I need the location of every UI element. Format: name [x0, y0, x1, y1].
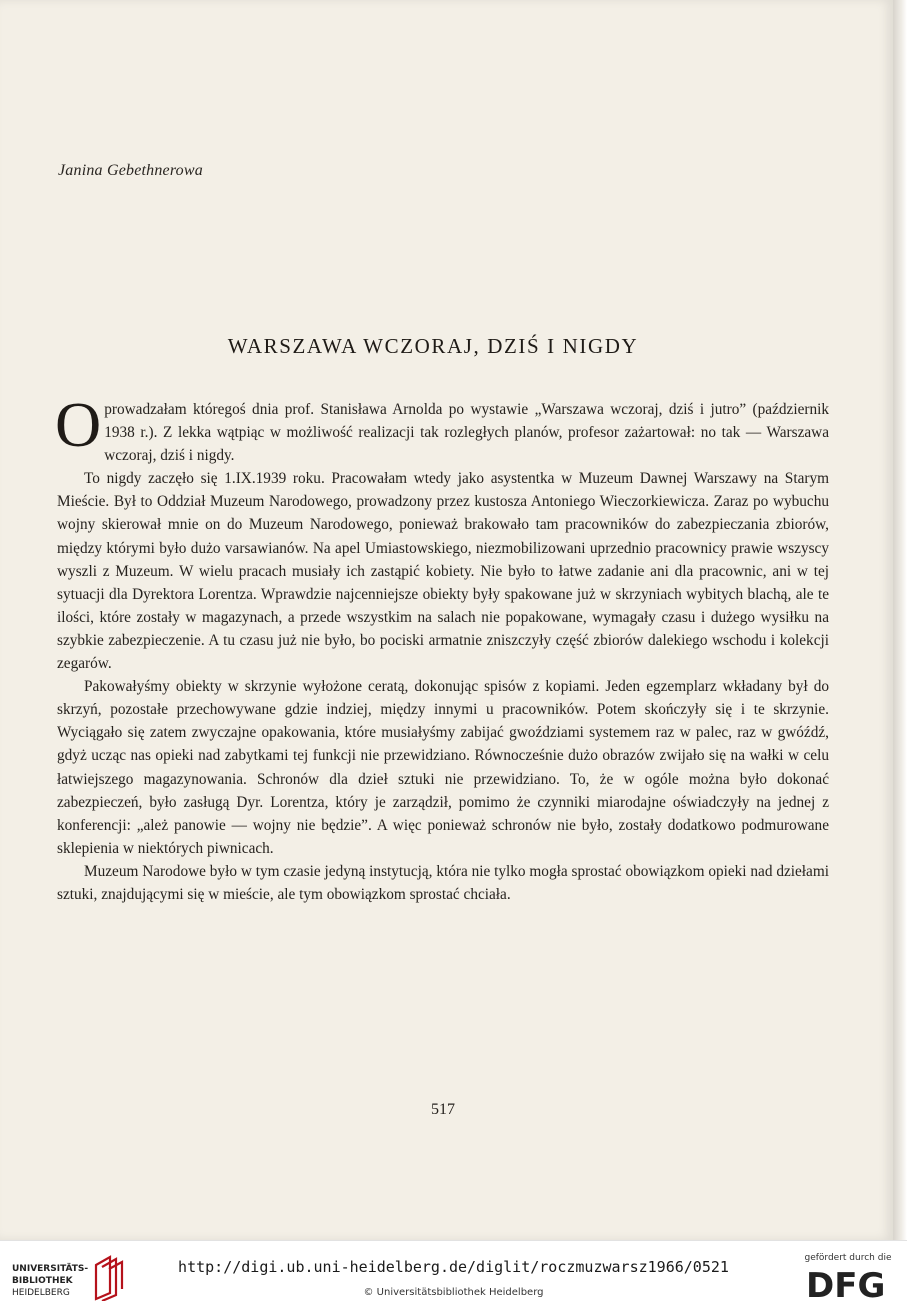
- page-number: 517: [431, 1101, 455, 1118]
- paragraph-4: Muzeum Narodowe było w tym czasie jedyną instytucją, która nie tylko mogła sprostać obowiązkom opieki nad dziełami sztuki, znajdującymi się w mieście, ale tym obowiązkom sprostać chciała.: [57, 862, 829, 903]
- paragraph-2: To nigdy zaczęło się 1.IX.1939 roku. Pracowałam wtedy jako asystentka w Muzeum Dawnej Warszawy na Starym Mieście. Był to Oddział Muzeum Narodowego, prowadzony przez kustosza Antoniego Wieczorkiewicza. Zaraz po wybuchu wojny skierował mnie on do Muzeum Narodowego, ponieważ brakowało tam pracowników do zabezpieczania zbiorów, między którymi było dużo varsawianów. Na apel Umiastowskiego, niezmobilizowani uprzednio pracownicy prawie wszyscy wyszli z Muzeum. W wielu pracach musiały ich zastąpić kobiety. Nie było to łatwe zadanie ani dla pracownic, ani w tej sytuacji dla Dyrektora Lorentza. Wprawdzie najcenniejsze obiekty były spakowane już w skrzyniach wybitych blachą, ale te ilości, które zostały w magazynach, a przede wszystkim na salach nie popakowane, wymagały czasu i dużego wysiłku na szybkie zabezpieczenie. A tu czasu już nie było, bo pociski armatnie zniszczyły część zbiorów dalekiego wschodu i kolekcji zegarów.: [57, 470, 829, 673]
- drop-cap: O: [55, 389, 102, 460]
- page-edge-shadow: [893, 0, 907, 1240]
- dfg-funding[interactable]: [800, 1253, 900, 1305]
- article-body: [55, 389, 829, 906]
- copyright-notice: © Universitätsbibliothek Heidelberg: [363, 1287, 544, 1298]
- dfg-logo-text: DFG: [806, 1267, 886, 1301]
- library-line-2: BIBLIOTHEK: [12, 1276, 73, 1286]
- permalink-url[interactable]: http://digi.ub.uni-heidelberg.de/diglit/roczmuzwarsz1966/0521: [178, 1258, 729, 1276]
- funding-label: gefördert durch die: [804, 1253, 892, 1263]
- viewer-footer: [0, 1240, 907, 1311]
- author-name: Janina Gebethnerowa: [58, 162, 203, 179]
- library-line-3: HEIDELBERG: [12, 1288, 70, 1298]
- dfg-logo-icon: [806, 1267, 892, 1301]
- paragraph-1-text: prowadzałam któregoś dnia prof. Stanisława Arnolda po wystawie „Warszawa wczoraj, dziś i jutro” (październik 1938 r.). Z lekka wątpiąc w możliwość realizacji tak rozległych planów, profesor zażartował: no tak — Warszawa wczoraj, dziś i nigdy.: [104, 401, 829, 465]
- paragraph-1: [55, 389, 829, 467]
- article-title: WARSZAWA WCZORAJ, DZIŚ I NIGDY: [227, 334, 639, 358]
- paragraph-3: Pakowałyśmy obiekty w skrzynie wyłożone ceratą, dokonując spisów z kopiami. Jeden egzemplarz wkładany był do skrzyń, pozostałe przechowywane gdzie indziej, między innymi u pracowników. Potem skończyły się i te skrzynie. Wyciągało się zatem zwyczajne opakowania, które musiałyśmy zabijać gwoździami systemem raz w palec, raz w gwóźdź, gdyż ucząc nas opieki nad zabytkami tej funkcji nie przewidziano. Równocześnie dużo obrazów zwijało się na wałki w celu łatwiejszego magazynowania. Schronów dla dzieł sztuki nie przewidziano. To, że w ogóle można było dokonać zabezpieczeń, było zasługą Dyr. Lorentza, który je zarządził, pomimo że czynniki miarodajne oświadczyły na jednej z konferencji: „ależ panowie — wojny nie będzie”. A więc ponieważ schronów nie było, zostały dodatkowo podmurowane sklepienia w niektórych piwnicach.: [57, 678, 829, 857]
- library-line-1: UNIVERSITÄTS-: [12, 1264, 89, 1274]
